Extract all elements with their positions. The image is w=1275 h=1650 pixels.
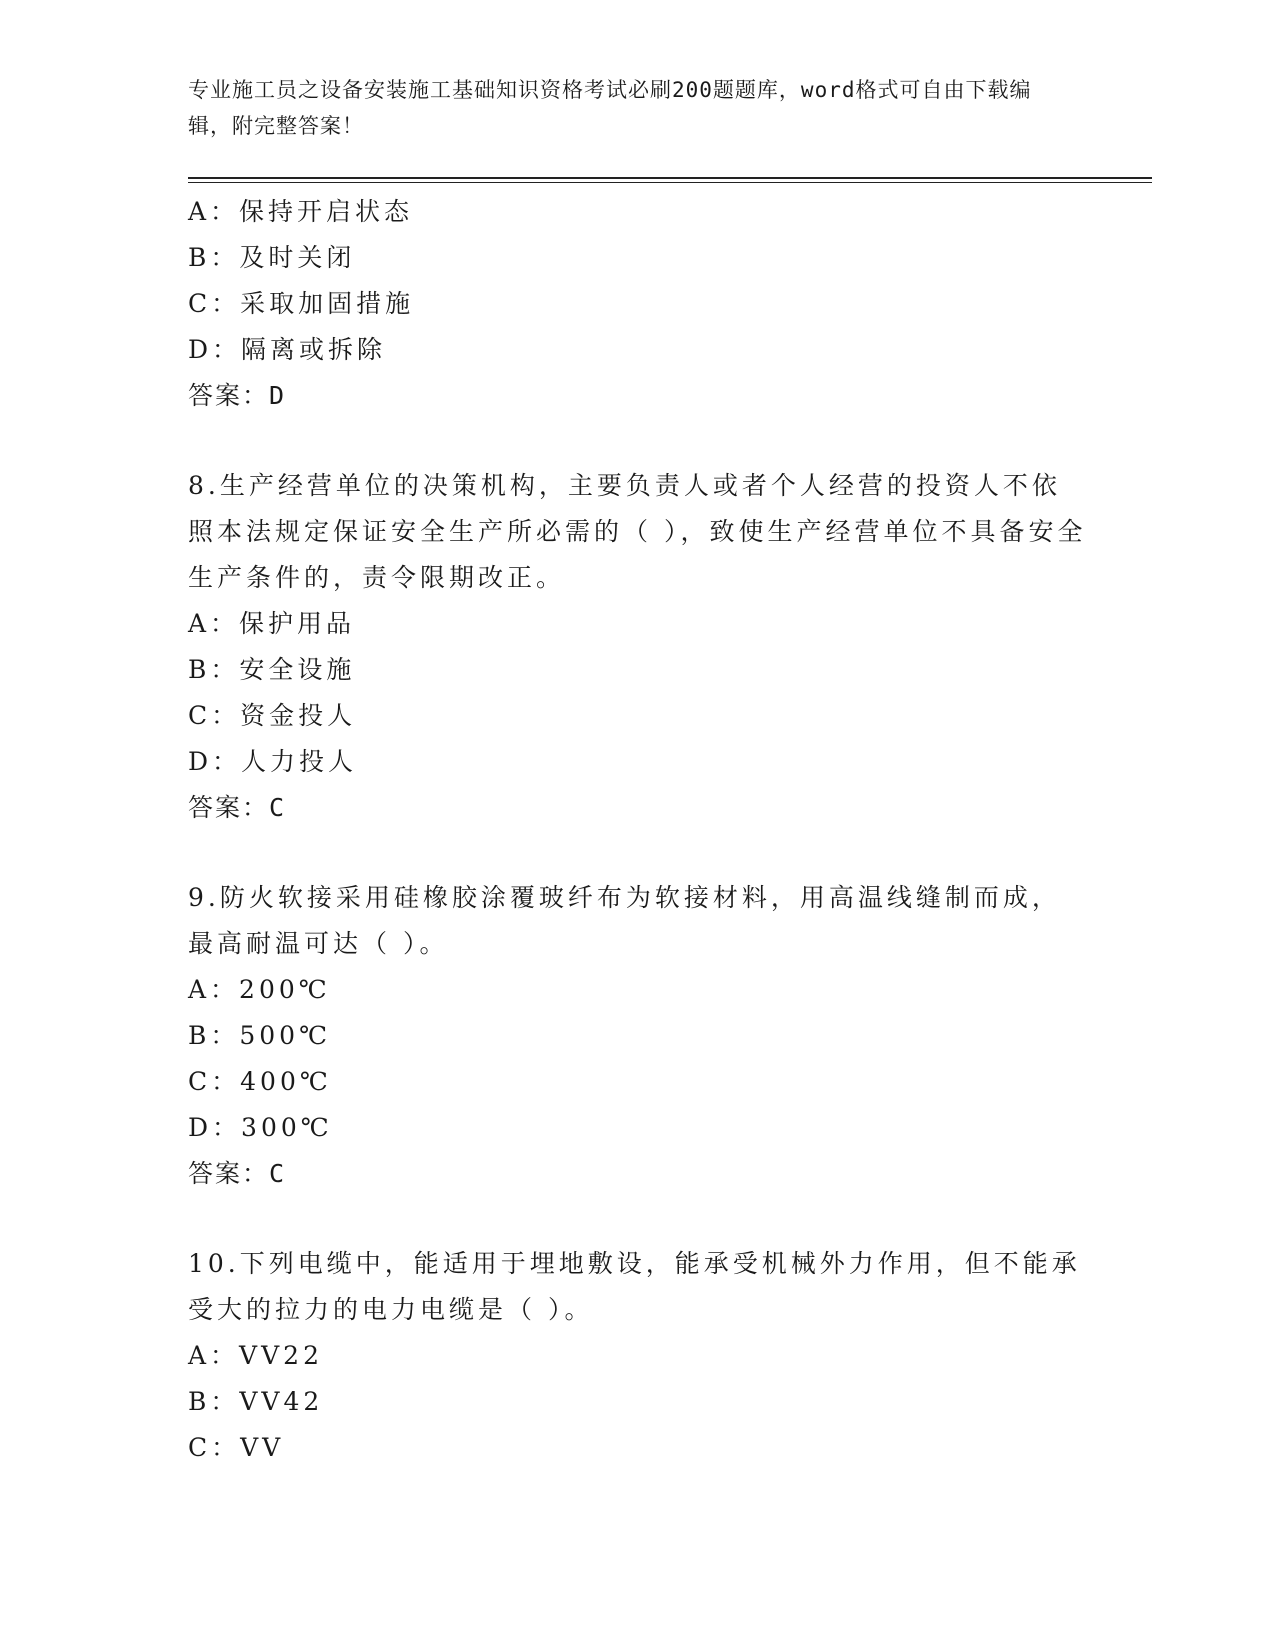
option-c: C：采取加固措施 [188,289,415,318]
page-header: 专业施工员之设备安装施工基础知识资格考试必刷200题题库，word格式可自由下载编辑，附完整答案！ [188,78,1032,138]
question-block [188,189,1088,419]
option-d: D：人力投人 [188,747,358,776]
answer: 答案：D [188,381,287,410]
option-a: A：200℃ [188,975,331,1004]
option-b: B：及时关闭 [188,243,356,272]
option-c: C：400℃ [188,1067,332,1096]
question-block [188,463,1088,831]
answer: 答案：C [188,793,287,822]
option-a: A：VV22 [188,1341,323,1370]
option-b: B：VV42 [188,1387,324,1416]
header-divider [188,177,1152,179]
document-body [188,189,1088,1471]
question-text: 8.生产经营单位的决策机构，主要负责人或者个人经营的投资人不依照本法规定保证安全生产所必需的（ ），致使生产经营单位不具备安全生产条件的，责令限期改正。 [188,471,1087,592]
option-d: D：隔离或拆除 [188,335,387,364]
option-c: C：资金投人 [188,701,357,730]
answer: 答案：C [188,1159,287,1188]
option-d: D：300℃ [188,1113,333,1142]
option-a: A：保持开启状态 [188,197,414,226]
question-text: 9.防火软接采用硅橡胶涂覆玻纤布为软接材料，用高温线缝制而成，最高耐温可达（ ）。 [188,883,1061,958]
option-b: B：安全设施 [188,655,356,684]
option-a: A：保护用品 [188,609,356,638]
header-divider-thin [188,182,1152,183]
question-text: 10.下列电缆中，能适用于埋地敷设，能承受机械外力作用，但不能承受大的拉力的电力电缆是（ ）。 [188,1249,1081,1324]
option-c: C：VV [188,1433,285,1462]
option-b: B：500℃ [188,1021,332,1050]
question-block [188,875,1088,1197]
question-block [188,1241,1088,1471]
